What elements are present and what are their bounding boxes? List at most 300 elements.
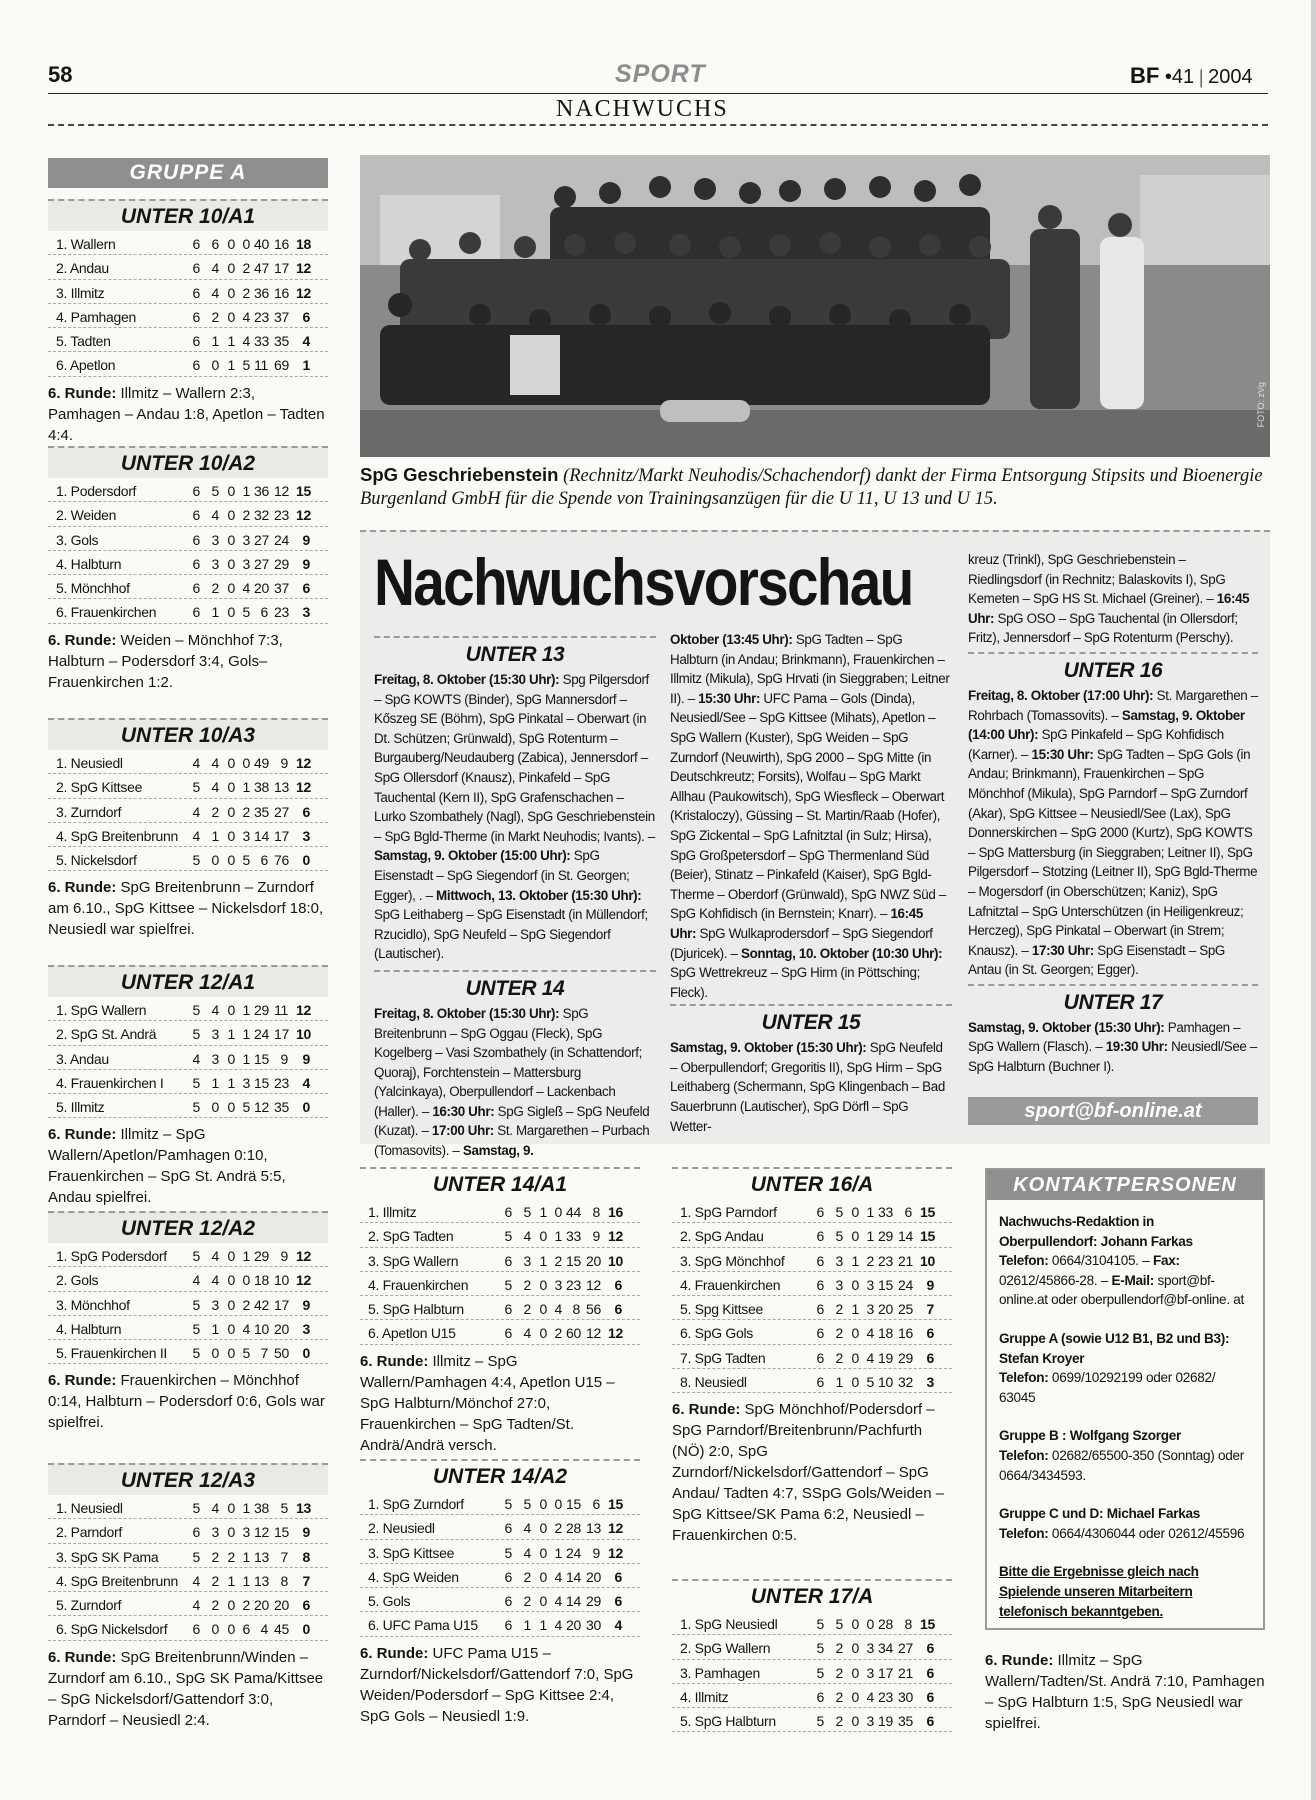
round-text: SpG Breitenbrunn – Zurndorf am 6.10., SpG Kittsee – Nickelsdorf 18:0, Neusiedl war spielfrei.: [48, 879, 324, 939]
contact-gruppe-a: Gruppe A (sowie U12 B1, B2 und B3): Stefan Kroyer Telefon: 0699/10292199 oder 02682/ 63045: [999, 1330, 1230, 1405]
stat-cell: 5: [504, 1544, 512, 1561]
stat-cell: 23: [274, 507, 289, 524]
stat-cell: 2: [242, 260, 250, 277]
stat-cell: 13: [586, 1520, 601, 1537]
standings-row: [48, 328, 328, 352]
stat-cell: 10: [878, 1374, 893, 1391]
standings-row: [48, 1519, 328, 1543]
photo-window: [380, 195, 500, 265]
stat-cell: 6: [816, 1325, 824, 1342]
stat-cell: 2: [211, 1597, 219, 1614]
round-label: 6. Runde:: [48, 1126, 117, 1144]
stat-cell: 4: [211, 260, 219, 277]
points-cell: 9: [302, 1050, 310, 1067]
page-edge: [1311, 0, 1316, 1800]
stat-cell: 0: [539, 1520, 547, 1537]
standings-row: [48, 575, 328, 599]
stat-cell: 8: [592, 1204, 600, 1220]
stat-cell: 4: [211, 755, 219, 771]
standings-row: [48, 231, 328, 255]
stat-cell: 12: [586, 1325, 601, 1342]
points-cell: 10: [920, 1252, 935, 1269]
stat-cell: 36: [254, 483, 269, 499]
standings-row: [672, 1272, 952, 1296]
points-cell: 15: [920, 1228, 935, 1245]
standings-row: [48, 1094, 328, 1118]
team-name: 4. SpG Breitenbrunn: [56, 827, 178, 844]
stat-cell: 0: [851, 1276, 859, 1293]
preview-u17-text: Samstag, 9. Oktober (15:30 Uhr): Pamhagen – SpG Wallern (Flasch). – 19:30 Uhr: Neusiedl/See – SpG Halbturn (Buchner I).: [968, 1019, 1257, 1075]
standings-row: [360, 1199, 640, 1223]
stat-cell: 3: [242, 531, 250, 548]
stat-cell: 1: [539, 1204, 547, 1220]
stat-cell: 3: [242, 555, 250, 572]
stat-cell: 1: [211, 827, 219, 844]
team-name: 2. SpG Andau: [680, 1228, 764, 1245]
stat-cell: 5: [242, 357, 250, 374]
stat-cell: 16: [898, 1325, 913, 1342]
points-cell: 6: [302, 803, 310, 820]
points-cell: 15: [920, 1204, 935, 1220]
stat-cell: 6: [816, 1349, 824, 1366]
team-name: 1. SpG Podersdorf: [56, 1248, 167, 1264]
stat-cell: 0: [227, 803, 235, 820]
standings-row: [672, 1684, 952, 1708]
stat-cell: 50: [274, 1345, 289, 1362]
standings-row: [48, 1616, 328, 1640]
stat-cell: 6: [504, 1301, 512, 1318]
stat-cell: 6: [504, 1568, 512, 1585]
stat-cell: 5: [504, 1276, 512, 1293]
team-name: 1. Neusiedl: [56, 755, 123, 771]
stat-cell: 17: [274, 260, 289, 277]
standings-row: [48, 527, 328, 551]
stat-cell: 3: [211, 555, 219, 572]
league-title: UNTER 12/A1: [48, 965, 328, 997]
round-results: [672, 1399, 952, 1546]
stat-cell: 2: [242, 803, 250, 820]
round-text: SpG Mönchhof/Podersdorf – SpG Parndorf/Breitenbrunn/Pachfurth (NÖ) 2:0, SpG Zurndorf/Nickelsdorf/Gattendorf – SpG Andau/ Tadten 4:7, SSpG Gols/Weiden – SpG Kittsee/SK Pama 6:2, Neusiedl – Frauenkirchen 0:5.: [672, 1401, 945, 1545]
stat-cell: 6: [592, 1496, 600, 1512]
team-name: 2. SpG St. Andrä: [56, 1026, 157, 1043]
stat-cell: 6: [816, 1204, 824, 1220]
stat-cell: 4: [192, 755, 200, 771]
team-name: 1. SpG Parndorf: [680, 1204, 777, 1220]
stat-cell: 40: [254, 236, 269, 252]
u17-round-label: 6. Runde:: [985, 1652, 1054, 1669]
stat-cell: 0: [851, 1204, 859, 1220]
points-cell: 0: [302, 1345, 310, 1362]
stat-cell: 12: [254, 1099, 269, 1116]
stat-cell: 3: [866, 1664, 874, 1681]
caption-team: SpG Geschriebenstein: [360, 464, 559, 485]
stat-cell: 15: [566, 1252, 581, 1269]
team-name: 3. Illmitz: [56, 284, 105, 301]
standings-row: [48, 774, 328, 798]
points-cell: 12: [296, 779, 311, 796]
stat-cell: 6: [192, 580, 200, 597]
standings-row: [48, 1267, 328, 1291]
stat-cell: 3: [211, 1524, 219, 1541]
stat-cell: 15: [878, 1276, 893, 1293]
league-title: UNTER 10/A3: [48, 718, 328, 750]
stat-cell: 1: [242, 483, 250, 499]
points-cell: 12: [296, 1272, 311, 1289]
stat-cell: 0: [227, 507, 235, 524]
stat-cell: 5: [816, 1664, 824, 1681]
stat-cell: 2: [211, 1572, 219, 1589]
points-cell: 6: [614, 1276, 622, 1293]
stat-cell: 3: [211, 531, 219, 548]
team-name: 4. Frauenkirchen: [680, 1276, 781, 1293]
stat-cell: 0: [227, 1296, 235, 1313]
standings-row: [672, 1369, 952, 1393]
team-name: 1. Neusiedl: [56, 1500, 123, 1516]
stat-cell: 8: [280, 1572, 288, 1589]
contact-title: KONTAKTPERSONEN: [987, 1170, 1263, 1200]
stat-cell: 6: [192, 555, 200, 572]
stat-cell: 18: [878, 1325, 893, 1342]
stat-cell: 2: [523, 1568, 531, 1585]
stat-cell: 2: [835, 1688, 843, 1705]
stat-cell: 0: [227, 1500, 235, 1516]
league-unter-17-a: [672, 1579, 952, 1732]
stat-cell: 5: [504, 1228, 512, 1245]
round-results: [360, 1351, 640, 1456]
stat-cell: 3: [242, 1524, 250, 1541]
stat-cell: 2: [835, 1301, 843, 1318]
stat-cell: 4: [242, 580, 250, 597]
round-label: 6. Runde:: [48, 1372, 117, 1390]
stat-cell: 2: [211, 308, 219, 325]
stat-cell: 20: [274, 1597, 289, 1614]
stat-cell: 0: [227, 1524, 235, 1541]
stat-cell: 2: [242, 1296, 250, 1313]
stat-cell: 3: [242, 1074, 250, 1091]
team-name: 5. Tadten: [56, 333, 111, 350]
stat-cell: 0: [851, 1640, 859, 1657]
standings-row: [48, 304, 328, 328]
stat-cell: 15: [254, 1074, 269, 1091]
stat-cell: 0: [227, 1597, 235, 1614]
points-cell: 12: [608, 1228, 623, 1245]
stat-cell: 5: [192, 1500, 200, 1516]
stat-cell: 8: [904, 1616, 912, 1632]
team-name: 4. Frauenkirchen I: [56, 1074, 164, 1091]
stat-cell: 1: [242, 1248, 250, 1264]
league-unter-10-a2: [48, 446, 328, 693]
stat-cell: 4: [523, 1228, 531, 1245]
stat-cell: 2: [242, 1597, 250, 1614]
stat-cell: 4: [192, 1272, 200, 1289]
stat-cell: 0: [227, 1099, 235, 1116]
stat-cell: 4: [866, 1349, 874, 1366]
points-cell: 6: [302, 1597, 310, 1614]
stat-cell: 1: [211, 604, 219, 621]
points-cell: 6: [926, 1713, 934, 1730]
league-unter-12-a2: [48, 1211, 328, 1433]
team-name: 3. SpG Mönchhof: [680, 1252, 785, 1269]
league-title: UNTER 10/A2: [48, 446, 328, 478]
stat-cell: 0: [539, 1228, 547, 1245]
stat-cell: 4: [211, 1248, 219, 1264]
stat-cell: 21: [898, 1252, 913, 1269]
standings-row: [48, 1243, 328, 1267]
stat-cell: 2: [211, 803, 219, 820]
stat-cell: 3: [866, 1276, 874, 1293]
stat-cell: 47: [254, 260, 269, 277]
standings-row: [360, 1540, 640, 1564]
stat-cell: 1: [242, 1026, 250, 1043]
gruppe-a-banner: GRUPPE A: [48, 158, 328, 188]
stat-cell: 30: [898, 1688, 913, 1705]
team-name: 1. SpG Wallern: [56, 1002, 147, 1018]
team-name: 2. SpG Tadten: [368, 1228, 454, 1245]
round-text: SpG Breitenbrunn/Winden – Zurndorf am 6.10., SpG SK Pama/Kittsee – SpG Nickelsdorf/Gattendorf 3:0, Parndorf – Neusiedl 2:4.: [48, 1648, 324, 1729]
stat-cell: 35: [898, 1713, 913, 1730]
stat-cell: 4: [242, 1320, 250, 1337]
points-cell: 6: [926, 1688, 934, 1705]
league-title: UNTER 14/A1: [360, 1167, 640, 1199]
preview-column-2: [670, 630, 952, 1136]
stat-cell: 0: [554, 1496, 562, 1512]
stat-cell: 0: [554, 1204, 562, 1220]
league-title: UNTER 17/A: [672, 1579, 952, 1611]
points-cell: 12: [296, 260, 311, 277]
standings-row: [48, 997, 328, 1021]
preview-u13-text: Freitag, 8. Oktober (15:30 Uhr): Spg Pilgersdorf – SpG KOWTS (Binder), SpG Mannersdorf – Kőszeg SE (Böhm), SpG Pinkatal – Oberwart (in Dt. Schützen; Grünwald), SpG Rotenturm – Burgauberg/Neudauberg (Zabica), Jennersdorf – SpG Ollersdorf (Knausz), Pinkafeld – SpG Tauchental (Kern II), SpG Grafenschachen – Lurko Szombathely (Nagl), SpG Geschriebenstein – SpG Bgld-Therme (in Markt Neuhodis; Ivants). – Samstag, 9. Oktober (15:00 Uhr): SpG Eisenstadt – SpG Siegendorf (in St. Georgen; Egger), . – Mittwoch, 13. Oktober (15:30 Uhr): SpG Leithaberg – SpG Eisenstadt (in Müllendorf; Rzucidlo), SpG Neufeld – SpG Siegendorf (Lautischer).: [374, 672, 655, 962]
league-title: UNTER 10/A1: [48, 199, 328, 231]
stat-cell: 6: [816, 1276, 824, 1293]
stat-cell: 13: [274, 779, 289, 796]
stat-cell: 4: [523, 1544, 531, 1561]
team-name: 1. SpG Neusiedl: [680, 1616, 778, 1632]
standings-row: [48, 352, 328, 376]
stat-cell: 3: [835, 1276, 843, 1293]
stat-cell: 13: [254, 1572, 269, 1589]
stat-cell: 69: [274, 357, 289, 374]
points-cell: 6: [926, 1664, 934, 1681]
stat-cell: 0: [851, 1664, 859, 1681]
stat-cell: 6: [192, 1524, 200, 1541]
contact-notice: Bitte die Ergebnisse gleich nach Spielende unseren Mitarbeitern telefonisch bekanntgeben.: [999, 1564, 1199, 1619]
header-rule: [48, 93, 1268, 94]
stat-cell: 38: [254, 779, 269, 796]
stat-cell: 6: [260, 852, 268, 869]
team-name: 2. Gols: [56, 1272, 99, 1289]
stat-cell: 20: [586, 1568, 601, 1585]
stat-cell: 4: [523, 1325, 531, 1342]
league-unter-16-a: [672, 1167, 952, 1546]
stat-cell: 35: [274, 333, 289, 350]
stat-cell: 14: [566, 1593, 581, 1610]
stat-cell: 14: [898, 1228, 913, 1245]
standings-row: [48, 1592, 328, 1616]
header-dashed-rule: [48, 124, 1268, 126]
stat-cell: 6: [192, 531, 200, 548]
stat-cell: 5: [816, 1713, 824, 1730]
round-label: 6. Runde:: [672, 1401, 741, 1419]
stat-cell: 45: [274, 1621, 289, 1638]
standings-row: [672, 1635, 952, 1659]
subsection-title: NACHWUCHS: [556, 96, 729, 122]
stat-cell: 23: [566, 1276, 581, 1293]
points-cell: 9: [302, 1296, 310, 1313]
stat-cell: 5: [835, 1616, 843, 1632]
stat-cell: 6: [192, 604, 200, 621]
team-name: 5. Nickelsdorf: [56, 852, 137, 869]
stat-cell: 0: [227, 483, 235, 499]
stat-cell: 4: [211, 1002, 219, 1018]
stat-cell: 3: [866, 1640, 874, 1657]
standings-row: [48, 599, 328, 623]
points-cell: 15: [920, 1616, 935, 1632]
stat-cell: 4: [866, 1325, 874, 1342]
stat-cell: 1: [539, 1252, 547, 1269]
points-cell: 9: [302, 555, 310, 572]
standings-row: [48, 799, 328, 823]
stat-cell: 0: [851, 1688, 859, 1705]
team-name: 6. Apetlon U15: [368, 1325, 456, 1342]
team-name: 2. SpG Kittsee: [56, 779, 143, 796]
contact-box: [985, 1168, 1265, 1630]
preview-u15-continued: kreuz (Trinkl), SpG Geschriebenstein – Riedlingsdorf (in Rechnitz; Balaskovits I), SpG Kemeten – SpG HS St. Michael (Greiner). – 16:45 Uhr: SpG OSO – SpG Tauchental (in Ollersdorf; Fritz), Jennersdorf – SpG Rotenturm (Perschy).: [968, 552, 1250, 646]
team-name: 3. Andau: [56, 1050, 109, 1067]
photo-caption: [360, 463, 1270, 511]
stat-cell: 56: [586, 1301, 601, 1318]
round-text: Illmitz – Wallern 2:3, Pamhagen – Andau 1:8, Apetlon – Tadten 4:4.: [48, 384, 325, 444]
stat-cell: 3: [211, 1050, 219, 1067]
stat-cell: 6: [192, 260, 200, 277]
standings-row: [672, 1248, 952, 1272]
stat-cell: 6: [192, 507, 200, 524]
email-banner[interactable]: sport@bf-online.at: [968, 1097, 1258, 1125]
stat-cell: 17: [274, 827, 289, 844]
team-name: 4. Halbturn: [56, 555, 122, 572]
stat-cell: 2: [866, 1252, 874, 1269]
stat-cell: 6: [816, 1252, 824, 1269]
stat-cell: 6: [504, 1252, 512, 1269]
stat-cell: 4: [242, 308, 250, 325]
points-cell: 12: [608, 1520, 623, 1537]
stat-cell: 3: [835, 1252, 843, 1269]
preview-u14-title: UNTER 14: [374, 970, 656, 1004]
standings-row: [48, 1544, 328, 1568]
stat-cell: 0: [227, 755, 235, 771]
standings-row: [672, 1296, 952, 1320]
stat-cell: 23: [878, 1688, 893, 1705]
stat-cell: 8: [572, 1301, 580, 1318]
stat-cell: 0: [227, 1248, 235, 1264]
photo-lying-player: [660, 400, 750, 422]
stat-cell: 14: [566, 1568, 581, 1585]
stat-cell: 0: [227, 1345, 235, 1362]
team-name: 3. Zurndorf: [56, 803, 122, 820]
stat-cell: 4: [554, 1593, 562, 1610]
stat-cell: 18: [254, 1272, 269, 1289]
points-cell: 12: [296, 507, 311, 524]
preview-u16-text: Freitag, 8. Oktober (17:00 Uhr): St. Margarethen – Rohrbach (Tomassovits). – Samstag, 9. Oktober (14:00 Uhr): SpG Pinkafeld – SpG Kohfidisch (Karner). – 15:30 Uhr: SpG Tadten – SpG Gols (in Andau; Brinkmann), Frauenkirchen – SpG Mönchhof (Mikula), SpG Parndorf – SpG Zurndorf (Akar), SpG Kittsee – Neusiedl/See (Lax), SpG Donnerskirchen – SpG 2000 (Kurtz), SpG KOWTS – SpG Mattersburg (in Sieggraben; Leitner II), SpG Pilgersdorf – Stotzing (Leitner II), SpG Bgld-Therme – Mogersdorf (in Oberschützen; Kaniz), SpG Lafnitztal – SpG Unterschützen (in Heiligenkreuz; Herczeg), SpG Pinkatal – Oberwart (in Strem; Knausz). – 17:30 Uhr: SpG Eisenstadt – SpG Antau (in St. Georgen; Egger).: [968, 687, 1258, 978]
team-photo-image: [360, 155, 1270, 457]
stat-cell: 0: [851, 1374, 859, 1391]
stat-cell: 4: [523, 1520, 531, 1537]
stat-cell: 9: [280, 755, 288, 771]
points-cell: 3: [302, 1320, 310, 1337]
team-name: 5. Frauenkirchen II: [56, 1345, 168, 1362]
stat-cell: 37: [274, 580, 289, 597]
stat-cell: 0: [227, 236, 235, 252]
standings-row: [48, 1316, 328, 1340]
standings-row: [360, 1612, 640, 1636]
stat-cell: 20: [254, 580, 269, 597]
team-photo: [360, 155, 1270, 457]
stat-cell: 5: [192, 1099, 200, 1116]
stat-cell: 5: [192, 1002, 200, 1018]
points-cell: 18: [296, 236, 311, 252]
team-name: 1. Illmitz: [368, 1204, 417, 1220]
team-name: 6. Apetlon: [56, 357, 116, 374]
points-cell: 7: [302, 1572, 310, 1589]
stat-cell: 0: [227, 580, 235, 597]
stat-cell: 2: [835, 1640, 843, 1657]
team-name: 8. Neusiedl: [680, 1374, 747, 1391]
stat-cell: 5: [835, 1204, 843, 1220]
points-cell: 0: [302, 852, 310, 869]
stat-cell: 0: [539, 1568, 547, 1585]
points-cell: 10: [296, 1026, 311, 1043]
stat-cell: 4: [554, 1617, 562, 1634]
stat-cell: 1: [835, 1374, 843, 1391]
stat-cell: 0: [851, 1349, 859, 1366]
stat-cell: 1: [242, 1548, 250, 1565]
stat-cell: 1: [242, 1002, 250, 1018]
team-name: 2. Neusiedl: [368, 1520, 435, 1537]
standings-row: [48, 1292, 328, 1316]
team-name: 6. SpG Gols: [680, 1325, 753, 1342]
points-cell: 6: [926, 1325, 934, 1342]
round-text: Illmitz – SpG Wallern/Apetlon/Pamhagen 0:10, Frauenkirchen – SpG St. Andrä 5:5, Andau spielfrei.: [48, 1126, 286, 1207]
points-cell: 9: [302, 531, 310, 548]
stat-cell: 7: [280, 1548, 288, 1565]
team-name: 5. SpG Halbturn: [680, 1713, 776, 1730]
round-results: [48, 1647, 328, 1731]
stat-cell: 1: [227, 1074, 235, 1091]
stat-cell: 3: [242, 827, 250, 844]
stat-cell: 2: [242, 284, 250, 301]
stat-cell: 12: [254, 1524, 269, 1541]
stat-cell: 0: [227, 308, 235, 325]
stat-cell: 1: [227, 357, 235, 374]
brand-name: BF: [1130, 63, 1160, 88]
stat-cell: 44: [566, 1204, 581, 1220]
stat-cell: 4: [211, 779, 219, 796]
points-cell: 3: [302, 827, 310, 844]
points-cell: 13: [296, 1500, 311, 1516]
stat-cell: 23: [274, 1074, 289, 1091]
stat-cell: 9: [280, 1050, 288, 1067]
stat-cell: 6: [192, 483, 200, 499]
standings-row: [48, 823, 328, 847]
stat-cell: 0: [211, 1621, 219, 1638]
issue-info: BF •41 | 2004: [1130, 63, 1253, 88]
stat-cell: 5: [835, 1228, 843, 1245]
stat-cell: 19: [878, 1713, 893, 1730]
preview-u14-continued: Oktober (13:45 Uhr): SpG Tadten – SpG Halbturn (in Andau; Brinkmann), Frauenkirchen – Illmitz (Mikula), SpG Hrvati (in Sieggraben; Leitner II). – 15:30 Uhr: UFC Pama – Gols (Dinda), Neusiedl/See – SpG Kittsee (Mihats), Apetlon – SpG Wallern (Kuster), SpG Weiden – SpG Zurndorf (Neuwirth), SpG 2000 – SpG Mitte (in Deutschkreutz; Forsits), Wolfau – SpG Markt Allhau (Paukowitsch), SpG Wiesfleck – Oberwart (Kristaloczy), Güssing – St. Martin/Raab (Hofer), SpG Zickental – SpG Lafnitztal (in Sulz; Hirsa), SpG Großpetersdorf – SpG Thermenland Süd (Beier), Stinatz – Pinkafeld (Kaiser), SpG Bgld-Therme – Oberdorf (Grünwald), SpG NWZ Süd – SpG Kohfidisch (in Bernstein; Knarr). – 16:45 Uhr: SpG Wulkaprodersdorf – SpG Siegendorf (Djuricek). – Sonntag, 10. Oktober (10:30 Uhr): SpG Wettrekreuz – SpG Hirm (in Pöttsching; Fleck).: [670, 632, 950, 1000]
standings-row: [360, 1491, 640, 1515]
stat-cell: 5: [816, 1640, 824, 1657]
standings-row: [48, 1021, 328, 1045]
standings-row: [672, 1223, 952, 1247]
